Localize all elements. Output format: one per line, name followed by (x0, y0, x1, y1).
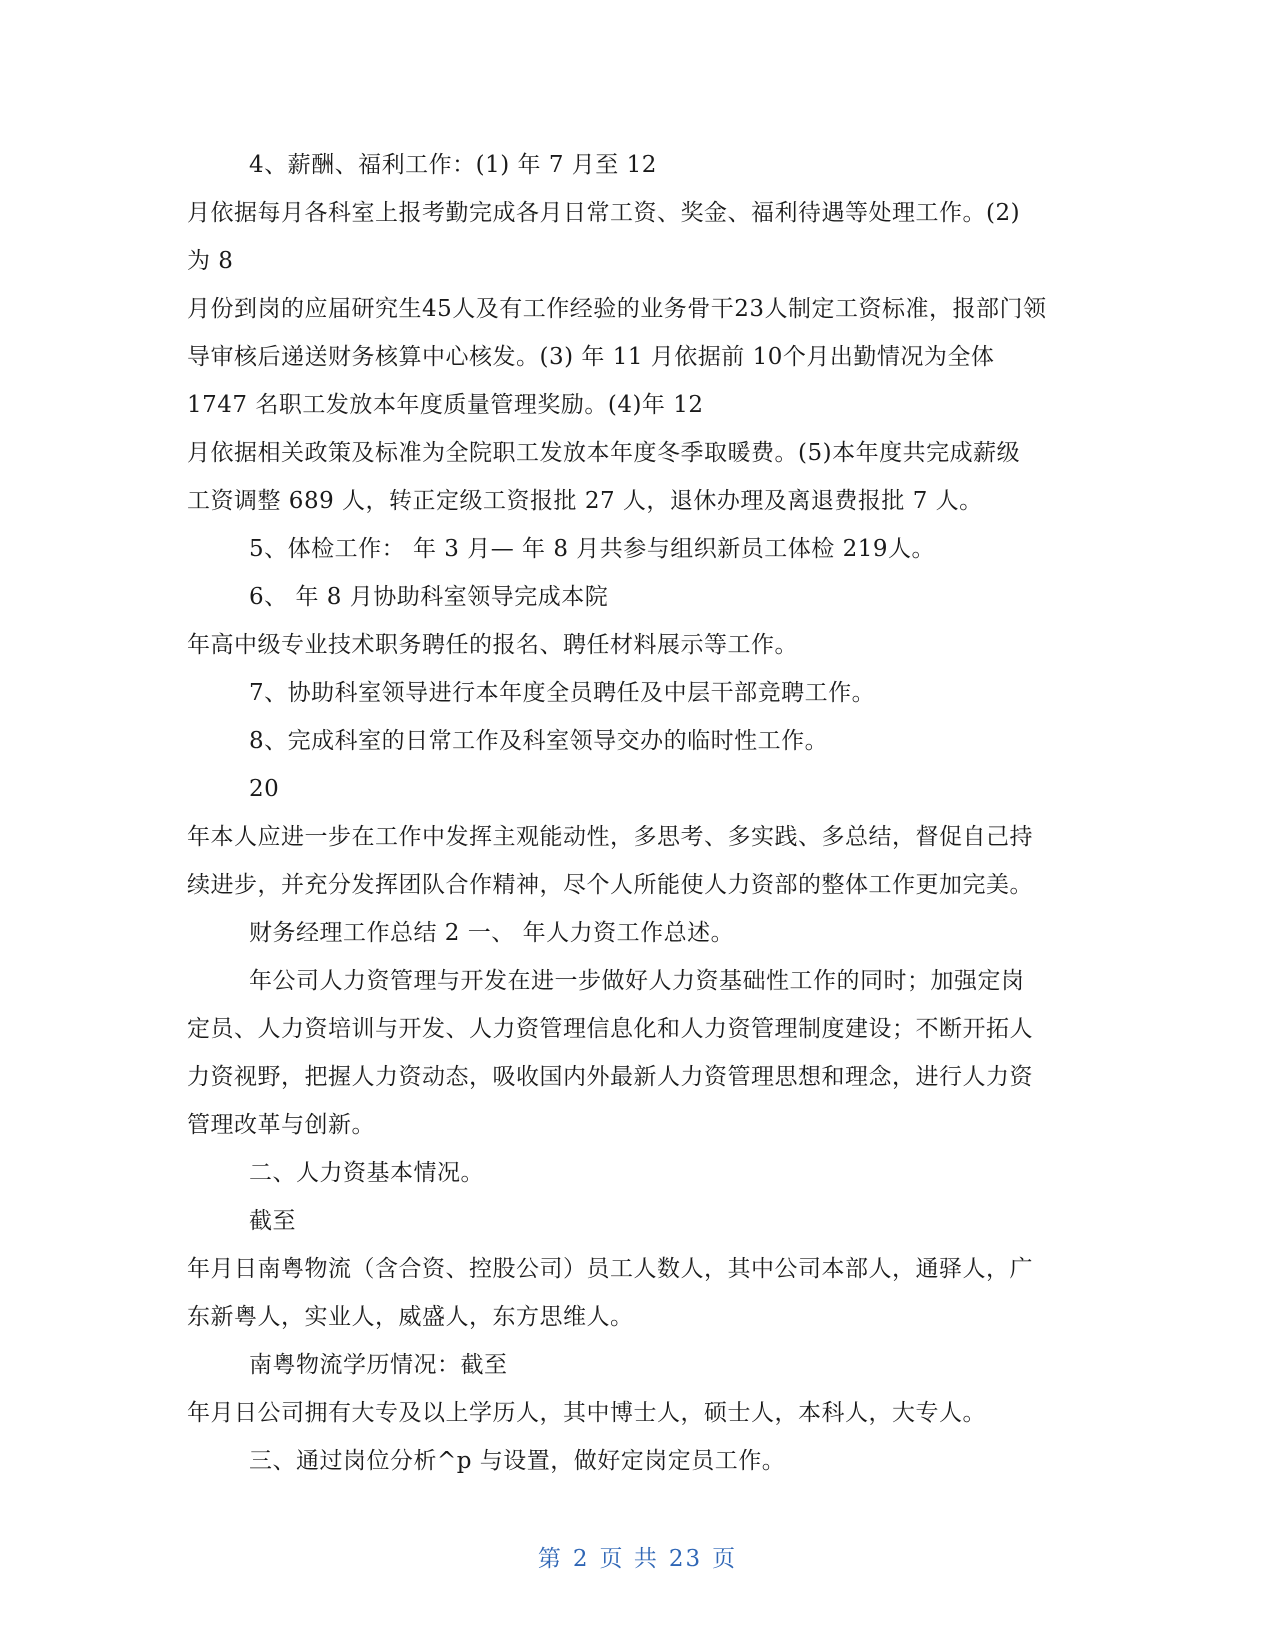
paragraph-line: 工资调整 689 人，转正定级工资报批 27 人，退休办理及离退费报批 7 人。 (187, 488, 983, 514)
footer-prefix: 第 (537, 1546, 563, 1572)
footer-middle: 页 共 (599, 1546, 659, 1572)
paragraph-line: 1747 名职工发放本年度质量管理奖励。(4)年 12 (187, 392, 704, 418)
paragraph-line: 截至 (249, 1208, 296, 1234)
paragraph-line: 6、 年 8 月协助科室领导完成本院 (249, 584, 609, 610)
paragraph-line: 定员、人力资培训与开发、人力资管理信息化和人力资管理制度建设；不断开拓人 (187, 1016, 1033, 1042)
paragraph-line: 财务经理工作总结 2 一、 年人力资工作总述。 (249, 920, 735, 946)
paragraph-line: 月份到岗的应届研究生45人及有工作经验的业务骨干23人制定工资标准，报部门领 (187, 296, 1047, 322)
paragraph-line: 导审核后递送财务核算中心核发。(3) 年 11 月依据前 10个月出勤情况为全体 (187, 344, 995, 370)
paragraph-line: 5、体检工作： 年 3 月— 年 8 月共参与组织新员工体检 219人。 (249, 536, 935, 562)
paragraph-line: 年高中级专业技术职务聘任的报名、聘任材料展示等工作。 (187, 632, 798, 658)
paragraph-line: 月依据每月各科室上报考勤完成各月日常工资、奖金、福利待遇等处理工作。(2) (187, 200, 1021, 226)
section-heading: 二、人力资基本情况。 (249, 1160, 484, 1186)
paragraph-line: 为 8 (187, 248, 234, 274)
total-pages-number: 23 (668, 1546, 703, 1572)
section-heading: 三、通过岗位分析^p 与设置，做好定岗定员工作。 (249, 1448, 786, 1474)
current-page-number: 2 (572, 1546, 590, 1572)
paragraph-line: 年公司人力资管理与开发在进一步做好人力资基础性工作的同时；加强定岗 (249, 968, 1025, 994)
paragraph-line: 管理改革与创新。 (187, 1112, 375, 1138)
footer-suffix: 页 (712, 1546, 738, 1572)
paragraph-line: 月依据相关政策及标准为全院职工发放本年度冬季取暖费。(5)本年度共完成薪级 (187, 440, 1021, 466)
paragraph-line: 东新粤人，实业人，威盛人，东方思维人。 (187, 1304, 634, 1330)
paragraph-line: 年月日南粤物流（含合资、控股公司）员工人数人，其中公司本部人，通驿人，广 (187, 1256, 1033, 1282)
paragraph-line: 8、完成科室的日常工作及科室领导交办的临时性工作。 (249, 728, 829, 754)
paragraph-line: 年本人应进一步在工作中发挥主观能动性，多思考、多实践、多总结，督促自己持 (187, 824, 1033, 850)
page-footer (0, 1540, 1275, 1573)
paragraph-line: 南粤物流学历情况：截至 (249, 1352, 508, 1378)
paragraph-line: 20 (249, 776, 280, 802)
paragraph-line: 续进步，并充分发挥团队合作精神，尽个人所能使人力资部的整体工作更加完美。 (187, 872, 1033, 898)
paragraph-line: 力资视野，把握人力资动态，吸收国内外最新人力资管理思想和理念，进行人力资 (187, 1064, 1033, 1090)
paragraph-line: 4、薪酬、福利工作：(1) 年 7 月至 12 (249, 152, 657, 178)
paragraph-line: 年月日公司拥有大专及以上学历人，其中博士人，硕士人，本科人，大专人。 (187, 1400, 986, 1426)
paragraph-line: 7、协助科室领导进行本年度全员聘任及中层干部竞聘工作。 (249, 680, 876, 706)
